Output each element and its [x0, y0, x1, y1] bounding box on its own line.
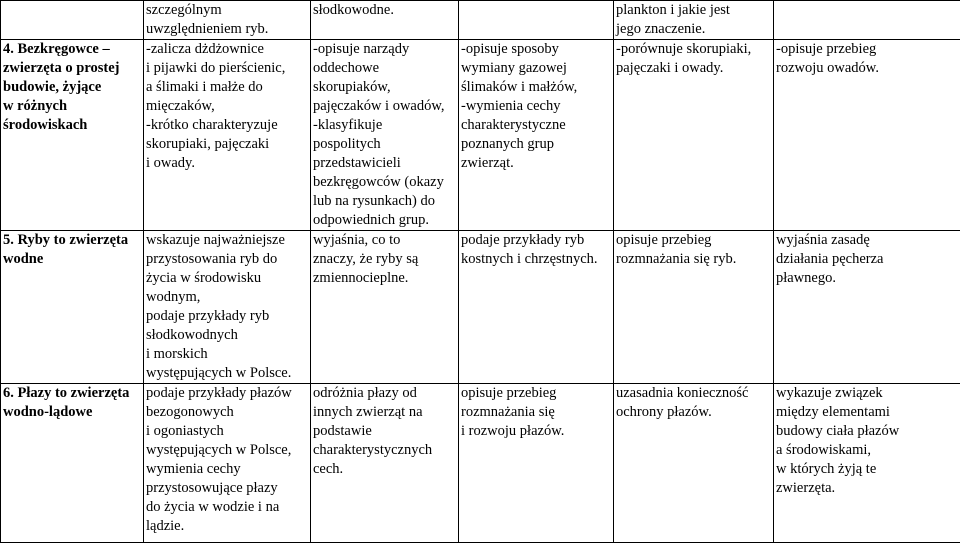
grade-cell: opisuje przebieg rozmnażania się ryb.: [614, 231, 774, 384]
grade-cell: słodkowodne.: [311, 1, 459, 40]
grade-cell: [459, 1, 614, 40]
grade-cell: wyjaśnia, co to znaczy, że ryby są zmiennocieplne.: [311, 231, 459, 384]
topic-cell: [1, 1, 144, 40]
topic-cell: 4. Bezkręgowce – zwierzęta o prostej budowie, żyjące w różnych środowiskach: [1, 40, 144, 231]
grade-cell: wykazuje związek między elementami budowy ciała płazów a środowiskami, w których żyją te zwierzęta.: [774, 384, 960, 543]
grade-cell: [774, 1, 960, 40]
table-row: [1, 40, 960, 231]
grade-cell: -opisuje sposoby wymiany gazowej ślimaków i małżów, -wymienia cechy charakterystyczne poznanych grup zwierząt.: [459, 40, 614, 231]
grade-cell: -opisuje przebieg rozwoju owadów.: [774, 40, 960, 231]
table-row: [1, 1, 960, 40]
topic-cell: 5. Ryby to zwierzęta wodne: [1, 231, 144, 384]
grade-cell: szczególnym uwzględnieniem ryb.: [144, 1, 311, 40]
grade-cell: -zalicza dżdżownice i pijawki do pierścienic, a ślimaki i małże do mięczaków, -krótko charakteryzuje skorupiaki, pajęczaki i owady.: [144, 40, 311, 231]
grade-cell: wskazuje najważniejsze przystosowania ryb do życia w środowisku wodnym, podaje przykłady ryb słodkowodnych i morskich występujących w Polsce.: [144, 231, 311, 384]
table-row: [1, 384, 960, 543]
grade-cell: podaje przykłady ryb kostnych i chrzęstnych.: [459, 231, 614, 384]
grade-cell: odróżnia płazy od innych zwierząt na podstawie charakterystycznych cech.: [311, 384, 459, 543]
grade-cell: -opisuje narządy oddechowe skorupiaków, pajęczaków i owadów, -klasyfikuje pospolitych przedstawicieli bezkręgowców (okazy lub na rysunkach) do odpowiednich grup.: [311, 40, 459, 231]
grade-cell: wyjaśnia zasadę działania pęcherza pławnego.: [774, 231, 960, 384]
grade-cell: opisuje przebieg rozmnażania się i rozwoju płazów.: [459, 384, 614, 543]
table-row: [1, 231, 960, 384]
grade-cell: uzasadnia konieczność ochrony płazów.: [614, 384, 774, 543]
grade-cell: plankton i jakie jest jego znaczenie.: [614, 1, 774, 40]
grade-cell: -porównuje skorupiaki, pajęczaki i owady.: [614, 40, 774, 231]
grade-cell: podaje przykłady płazów bezogonowych i ogoniastych występujących w Polsce, wymienia cechy przystosowujące płazy do życia w wodzie i na lądzie.: [144, 384, 311, 543]
topic-cell: 6. Płazy to zwierzęta wodno-lądowe: [1, 384, 144, 543]
